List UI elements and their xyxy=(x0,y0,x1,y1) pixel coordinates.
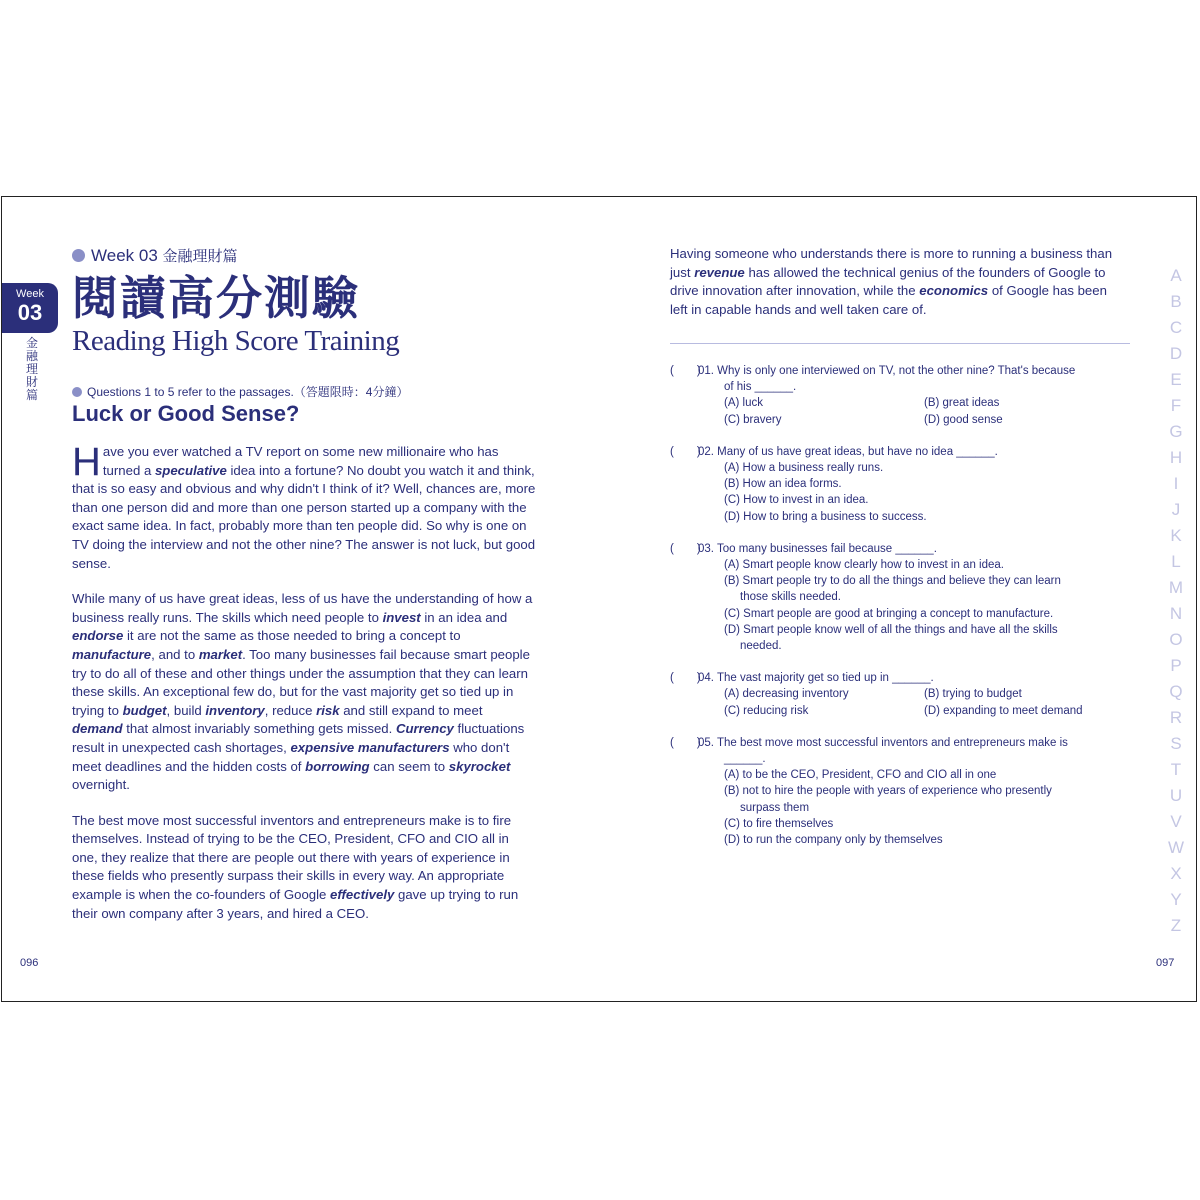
question-stem: 02. Many of us have great ideas, but have no idea ______. xyxy=(698,445,998,458)
text: The best move most successful inventors and entrepreneurs make is to fire themselves. Instead of trying to be the CEO, President, CFO and CIO all in one, they realize that there are people out there with years of experience in these fields who presently surpass their skills in every way. An appropriate example is when the co-founders of Google xyxy=(72,812,512,903)
index-letter: G xyxy=(1169,422,1183,441)
index-letter: C xyxy=(1169,318,1183,337)
page-number-left: 096 xyxy=(20,957,39,969)
text: , and to xyxy=(151,646,199,662)
question-stem: 04. The vast majority get so tied up in ______. xyxy=(698,672,934,685)
keyword: invest xyxy=(382,609,421,625)
option-c[interactable]: (C) How to invest in an idea. xyxy=(724,494,869,507)
keyword: budget xyxy=(122,702,167,718)
option-b[interactable]: (B) How an idea forms. xyxy=(724,478,842,491)
index-letter: Q xyxy=(1169,682,1183,701)
text: fluctuations result in unexpected cash shortages, xyxy=(72,721,525,755)
text: . Too many businesses fail because smart people try to do all of these and other things under the assumption that they can learn these skills. An exceptional few do, but for the vast majority get so tied up in trying to xyxy=(72,646,530,718)
question-5 xyxy=(670,735,1130,848)
keyword: borrowing xyxy=(305,758,370,774)
keyword: market xyxy=(198,646,243,662)
page-title-en: Reading High Score Training xyxy=(72,325,400,357)
answer-blank[interactable]: ( ) xyxy=(670,365,701,377)
index-letter: N xyxy=(1169,604,1183,623)
keyword: skyrocket xyxy=(448,758,511,774)
option-c[interactable]: (C) reducing risk xyxy=(724,704,809,717)
index-letter: W xyxy=(1167,838,1185,857)
option-c[interactable]: (C) Smart people are good at bringing a concept to manufacture. xyxy=(724,607,1054,620)
question-4 xyxy=(670,670,1130,719)
option-b[interactable]: (B) trying to budget xyxy=(924,688,1022,701)
week-heading-en: Week 03 xyxy=(91,246,158,265)
text: it are not the same as those needed to bring a concept to xyxy=(123,628,461,644)
index-letter: L xyxy=(1171,552,1181,571)
question-stem-cont: of his ______. xyxy=(724,381,797,394)
text: gave up trying to run their own company after 3 years, and hired a CEO. xyxy=(72,887,519,921)
section-vertical-label: 金融理財篇 xyxy=(25,336,38,402)
passage-continued xyxy=(670,245,1126,319)
index-letter: F xyxy=(1170,396,1182,415)
question-list xyxy=(670,363,1130,864)
bullet-dot-icon xyxy=(72,249,85,262)
option-b[interactable]: (B) great ideas xyxy=(924,397,1000,410)
keyword: demand xyxy=(72,721,123,737)
text: , build xyxy=(166,702,206,718)
index-letter: U xyxy=(1169,786,1183,805)
index-letter: T xyxy=(1170,760,1182,779)
option-b-cont: surpass them xyxy=(740,801,810,814)
answer-blank[interactable]: ( ) xyxy=(670,542,701,555)
option-b[interactable]: (B) not to hire the people with years of experience who presently xyxy=(724,785,1052,798)
bullet-dot-icon xyxy=(72,387,82,397)
question-1 xyxy=(670,363,1130,428)
keyword: effectively xyxy=(330,887,395,903)
option-d[interactable]: (D) to run the company only by themselves xyxy=(724,834,943,847)
text: While many of us have great ideas, less of us have the understanding of how a business really runs. The skills which need people to xyxy=(72,591,533,625)
text: Having someone who understands there is more to running a business than just xyxy=(670,246,1113,280)
keyword: expensive manufacturers xyxy=(290,739,450,755)
text: overnight. xyxy=(72,777,130,793)
questions-note xyxy=(72,383,408,400)
passage xyxy=(72,440,536,940)
text: who don't meet deadlines and the hidden costs of xyxy=(72,739,510,774)
index-letter: A xyxy=(1170,266,1182,285)
option-a[interactable]: (A) Smart people know clearly how to invest in an idea. xyxy=(724,559,1004,572)
option-a[interactable]: (A) decreasing inventory xyxy=(724,688,849,701)
index-letter: R xyxy=(1169,708,1183,727)
option-a[interactable]: (A) luck xyxy=(724,397,763,410)
text: idea into a fortune? No doubt you watch it and think, that is so easy and obvious and why didn't I think of it? Well, chances are, more than one person did and more than one person started up a company with the exact same idea. In fact, probably more than ten people did. So why is one on TV doing the interview and not the other nine? The answer is not luck, but good sense. xyxy=(72,462,536,571)
week-heading-cn: 金融理財篇 xyxy=(162,248,238,265)
alphabet-index xyxy=(1164,263,1188,939)
keyword: endorse xyxy=(72,628,124,644)
answer-blank[interactable]: ( ) xyxy=(670,445,701,458)
option-d[interactable]: (D) How to bring a business to success. xyxy=(724,510,927,523)
keyword: manufacture xyxy=(72,646,152,662)
text: has allowed the technical genius of the founders of Google to drive innovation after innovation, while the xyxy=(670,264,1106,299)
text: in an idea and xyxy=(420,609,508,625)
paragraph-2 xyxy=(72,590,536,795)
index-letter: P xyxy=(1170,656,1182,675)
option-a[interactable]: (A) to be the CEO, President, CFO and CIO all in one xyxy=(724,769,997,782)
question-stem: 01. Why is only one interviewed on TV, not the other nine? That's because xyxy=(698,365,1076,377)
answer-blank[interactable]: ( ) xyxy=(670,672,701,685)
keyword: economics xyxy=(919,283,989,299)
week-tab-label: Week xyxy=(16,288,44,300)
index-letter: M xyxy=(1168,578,1184,597)
index-letter: H xyxy=(1169,448,1183,467)
index-letter: D xyxy=(1169,344,1183,363)
option-d-cont: needed. xyxy=(740,640,782,653)
text: that almost invariably something gets missed. xyxy=(122,721,396,737)
option-c[interactable]: (C) to fire themselves xyxy=(724,817,834,830)
page-title-cn: 閱讀高分測驗 xyxy=(72,272,360,324)
option-b-cont: those skills needed. xyxy=(740,591,842,604)
index-letter: O xyxy=(1169,630,1183,649)
options xyxy=(670,686,1130,718)
week-tab xyxy=(2,283,58,333)
question-stem: 03. Too many businesses fail because ______. xyxy=(698,542,937,555)
keyword: Currency xyxy=(395,721,454,737)
index-letter: B xyxy=(1170,292,1182,311)
keyword: risk xyxy=(316,702,340,718)
option-a[interactable]: (A) How a business really runs. xyxy=(724,462,884,475)
text: can seem to xyxy=(369,758,449,774)
book-spread xyxy=(1,196,1197,1002)
divider xyxy=(670,343,1130,344)
question-3 xyxy=(670,541,1130,654)
option-b[interactable]: (B) Smart people try to do all the things and believe they can learn xyxy=(724,575,1061,588)
answer-blank[interactable]: ( ) xyxy=(670,736,701,749)
option-c[interactable]: (C) bravery xyxy=(724,413,782,426)
option-d[interactable]: (D) Smart people know well of all the things and have all the skills xyxy=(724,623,1058,636)
option-d[interactable]: (D) good sense xyxy=(924,413,1003,426)
week-tab-number: 03 xyxy=(17,300,43,325)
text: ave you ever watched a TV report on some new millionaire who has turned a xyxy=(102,444,499,478)
questions-note-text: Questions 1 to 5 refer to the passages.（答題限時：4分鐘） xyxy=(87,385,409,399)
index-letter: K xyxy=(1170,526,1182,545)
keyword: speculative xyxy=(154,462,227,478)
week-heading xyxy=(72,245,238,266)
question-2 xyxy=(670,444,1130,525)
index-letter: V xyxy=(1170,812,1182,831)
keyword: revenue xyxy=(694,264,745,280)
index-letter: S xyxy=(1170,734,1182,753)
paragraph-1 xyxy=(72,440,536,573)
index-letter: J xyxy=(1171,500,1181,519)
question-stem: 05. The best move most successful inventors and entrepreneurs make is xyxy=(698,736,1068,749)
page-number-right: 097 xyxy=(1156,957,1175,969)
text: and still expand to meet xyxy=(339,702,483,718)
index-letter: Y xyxy=(1170,890,1182,909)
index-letter: I xyxy=(1173,474,1179,493)
index-letter: X xyxy=(1170,864,1182,883)
index-letter: E xyxy=(1170,370,1182,389)
index-letter: Z xyxy=(1170,916,1182,935)
paragraph-3 xyxy=(72,812,536,924)
drop-cap: H xyxy=(72,440,101,484)
option-d[interactable]: (D) expanding to meet demand xyxy=(924,704,1083,717)
text: , reduce xyxy=(264,702,317,718)
passage-title: Luck or Good Sense? xyxy=(72,401,300,426)
question-stem-cont: ______. xyxy=(724,753,766,766)
keyword: inventory xyxy=(205,702,265,718)
text: of Google has been left in capable hands and well taken care of. xyxy=(670,283,1107,317)
options xyxy=(670,395,1130,427)
